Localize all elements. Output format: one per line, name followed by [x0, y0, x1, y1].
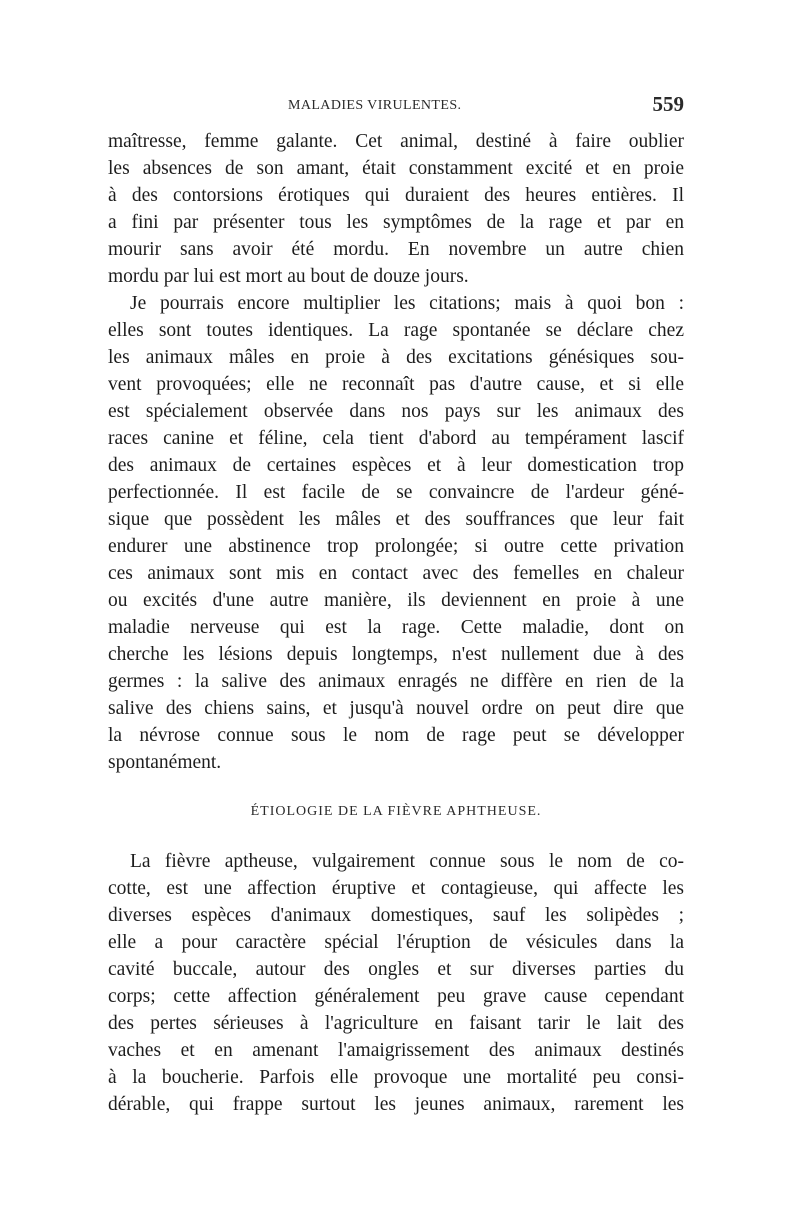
- text-line: elles sont toutes identiques. La rage spontanée se déclare chez: [108, 320, 684, 341]
- text-line: maîtresse, femme galante. Cet animal, destiné à faire oublier: [108, 131, 684, 152]
- text-line: sique que possèdent les mâles et des souffrances que leur fait: [108, 509, 684, 530]
- text-line: vent provoquées; elle ne reconnaît pas d'autre cause, et si elle: [108, 374, 684, 395]
- text-line: spontanément.: [108, 752, 222, 773]
- text-line: cavité buccale, autour des ongles et sur diverses parties du: [108, 959, 684, 980]
- text-line: La fièvre aptheuse, vulgairement connue sous le nom de co-: [130, 851, 684, 872]
- text-line: la névrose connue sous le nom de rage peut se développer: [108, 725, 684, 746]
- text-line: races canine et féline, cela tient d'abord au tempérament lascif: [108, 428, 684, 449]
- text-line: germes : la salive des animaux enragés ne diffère en rien de la: [108, 671, 684, 692]
- text-line: ou excités d'une autre manière, ils deviennent en proie à une: [108, 590, 684, 611]
- text-line: perfectionnée. Il est facile de se convaincre de l'ardeur géné-: [108, 482, 684, 503]
- text-line: ces animaux sont mis en contact avec des femelles en chaleur: [108, 563, 684, 584]
- text-line: à la boucherie. Parfois elle provoque une mortalité peu consi-: [108, 1067, 684, 1088]
- text-line: maladie nerveuse qui est la rage. Cette maladie, dont on: [108, 617, 684, 638]
- text-line: elle a pour caractère spécial l'éruption de vésicules dans la: [108, 932, 684, 953]
- text-line: à des contorsions érotiques qui duraient des heures entières. Il: [108, 185, 684, 206]
- text-line: corps; cette affection généralement peu grave cause cependant: [108, 986, 684, 1007]
- text-line: salive des chiens sains, et jusqu'à nouvel ordre on peut dire que: [108, 698, 684, 719]
- text-line: a fini par présenter tous les symptômes de la rage et par en: [108, 212, 684, 233]
- text-line: des pertes sérieuses à l'agriculture en faisant tarir le lait des: [108, 1013, 684, 1034]
- section-heading: ÉTIOLOGIE DE LA FIÈVRE APHTHEUSE.: [250, 804, 542, 819]
- running-title: MALADIES VIRULENTES.: [288, 98, 462, 113]
- text-line: les absences de son amant, était constamment excité et en proie: [108, 158, 684, 179]
- paragraph-3: [108, 848, 684, 1118]
- paragraph-1: [108, 128, 684, 290]
- text-line: dérable, qui frappe surtout les jeunes animaux, rarement les: [108, 1094, 684, 1115]
- text-line: mourir sans avoir été mordu. En novembre un autre chien: [108, 239, 684, 260]
- text-line: des animaux de certaines espèces et à leur domestication trop: [108, 455, 684, 476]
- text-line: est spécialement observée dans nos pays sur les animaux des: [108, 401, 684, 422]
- text-line: Je pourrais encore multiplier les citations; mais à quoi bon :: [130, 293, 684, 314]
- text-line: endurer une abstinence trop prolongée; si outre cette privation: [108, 536, 684, 557]
- text-line: diverses espèces d'animaux domestiques, sauf les solipèdes ;: [108, 905, 684, 926]
- running-head: [108, 92, 684, 116]
- text-line: cotte, est une affection éruptive et contagieuse, qui affecte les: [108, 878, 684, 899]
- text-line: vaches et en amenant l'amaigrissement des animaux destinés: [108, 1040, 684, 1061]
- text-line: cherche les lésions depuis longtemps, n'est nullement due à des: [108, 644, 684, 665]
- text-line: les animaux mâles en proie à des excitations génésiques sou-: [108, 347, 684, 368]
- page-number: 559: [652, 92, 684, 116]
- paragraph-2: [108, 290, 684, 776]
- text-line: mordu par lui est mort au bout de douze jours.: [108, 266, 469, 287]
